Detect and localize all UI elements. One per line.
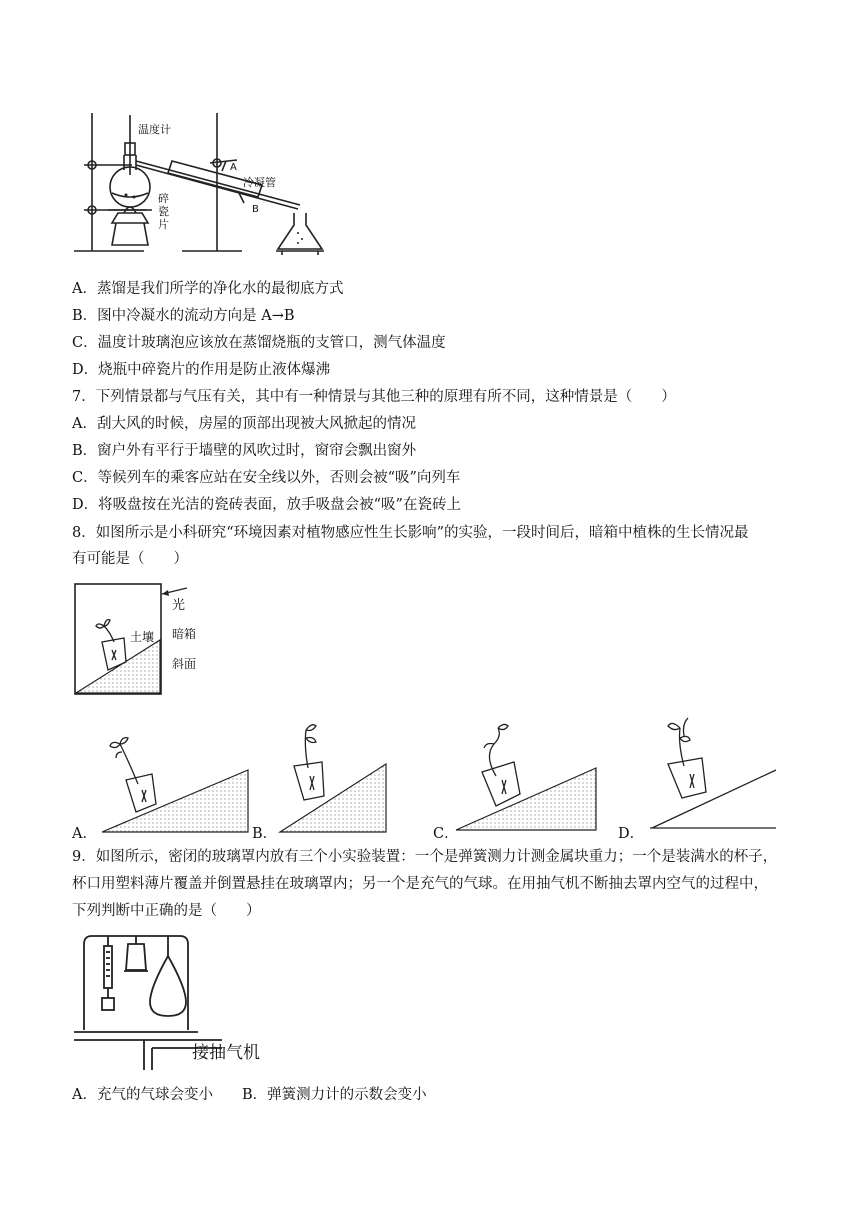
- light-label: 光: [172, 598, 186, 613]
- q8-option-d-label: D．: [618, 826, 645, 842]
- dark-box-label: 暗箱: [172, 627, 197, 641]
- q9-stem-line3: 下列判断中正确的是（ ）: [72, 903, 261, 919]
- q8-option-b-label: B．: [252, 826, 278, 842]
- q8-option-c-label: C．: [433, 826, 459, 842]
- q8-option-b-figure: [278, 718, 388, 835]
- condenser-label: 冷凝管: [243, 176, 276, 189]
- q9-stem-line2: 杯口用塑料薄片覆盖并倒置悬挂在玻璃罩内；另一个是充气的气球。在用抽气机不断抽去罩内空气的过程中，: [72, 876, 768, 892]
- thermometer-label: 温度计: [138, 123, 171, 136]
- q6-option-d: D．烧瓶中碎瓷片的作用是防止液体爆沸: [72, 362, 331, 378]
- q8-option-d-figure: [648, 714, 778, 832]
- point-b-label: B: [252, 204, 259, 215]
- q6-option-c: C．温度计玻璃泡应该放在蒸馏烧瓶的支管口，测气体温度: [72, 335, 446, 351]
- soil-label: 土壤: [130, 630, 155, 644]
- q7-option-d: D．将吸盘按在光洁的瓷砖表面，放手吸盘会被“吸”在瓷砖上: [72, 497, 461, 513]
- porcelain-chips-label: 碎瓷片: [158, 192, 169, 231]
- q7-option-a: A．刮大风的时候，房屋的顶部出现被大风掀起的情况: [72, 416, 416, 432]
- point-a-label: A: [230, 162, 237, 173]
- q8-stem-line1: 8．如图所示是小科研究“环境因素对植物感应性生长影响”的实验，一段时间后，暗箱中植株的生长情况最: [72, 525, 749, 541]
- q8-stem-line2: 有可能是（ ）: [72, 551, 188, 567]
- slope-label: 斜面: [172, 657, 197, 671]
- q7-option-b: B．窗户外有平行于墙壁的风吹过时，窗帘会飘出窗外: [72, 443, 417, 459]
- q7-option-c: C．等候列车的乘客应站在安全线以外，否则会被“吸”向列车: [72, 470, 461, 486]
- q6-option-a: A．蒸馏是我们所学的净化水的最彻底方式: [72, 281, 344, 297]
- q9-stem-line1: 9．如图所示，密闭的玻璃罩内放有三个小实验装置：一个是弹簧测力计测金属块重力；一个是装满水的杯子，: [72, 849, 778, 865]
- q8-option-a-figure: [100, 730, 250, 835]
- pump-label: 接抽气机: [192, 1043, 260, 1063]
- q8-option-a-label: A．: [72, 826, 97, 842]
- q7-stem: 7．下列情景都与气压有关，其中有一种情景与其他三种的原理有所不同，这种情景是（ ）: [72, 389, 676, 405]
- q6-option-b: B．图中冷凝水的流动方向是 A→B: [72, 308, 295, 324]
- q8-option-c-figure: [454, 722, 599, 834]
- distillation-apparatus-figure: [72, 105, 332, 255]
- q9-options-row: A．充气的气球会变小 B．弹簧测力计的示数会变小: [72, 1087, 427, 1103]
